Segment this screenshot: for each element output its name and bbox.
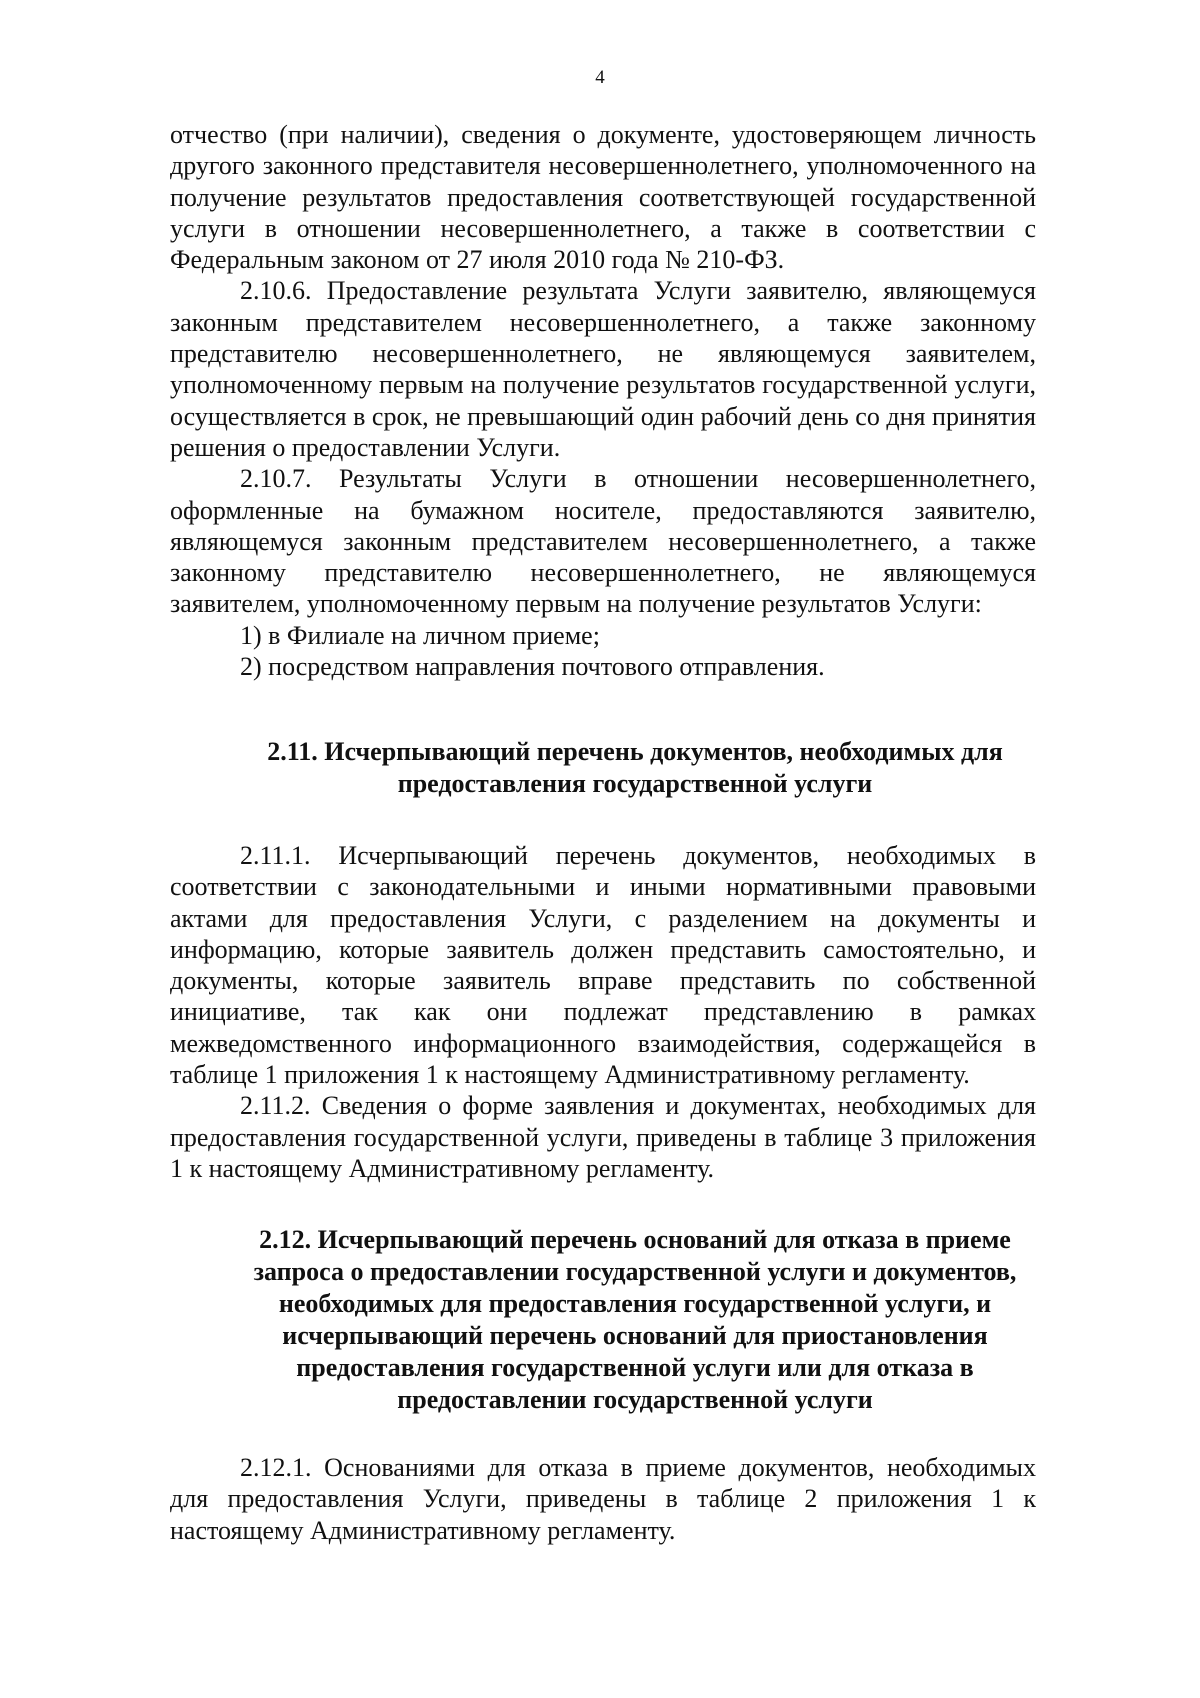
section-heading-2-11 — [170, 736, 1100, 800]
paragraph-2-12-1: 2.12.1. Основаниями для отказа в приеме документов, необходимых для предоставления Услуги, приведены в таблице 2 приложения 1 к настоящему Административному регламенту. — [170, 1453, 1036, 1545]
heading-2-11-line-2: предоставления государственной услуги — [397, 769, 873, 798]
paragraph-2-11-2: 2.11.2. Сведения о форме заявления и документах, необходимых для предоставления государственной услуги, приведены в таблице 3 приложения 1 к настоящему Административному регламенту. — [170, 1091, 1036, 1183]
heading-2-12-line-4: исчерпывающий перечень оснований для приостановления — [282, 1321, 988, 1350]
heading-2-11-line-1: 2.11. Исчерпывающий перечень документов, необходимых для — [267, 737, 1003, 766]
heading-2-12-line-3: необходимых для предоставления государственной услуги, и — [278, 1289, 992, 1318]
section-2-12-body — [170, 1452, 1036, 1546]
list-item-2: 2) посредством направления почтового отправления. — [240, 652, 825, 682]
heading-2-12-line-1: 2.12. Исчерпывающий перечень оснований для отказа в приеме — [259, 1225, 1011, 1254]
heading-2-12-line-6: предоставлении государственной услуги — [397, 1385, 873, 1414]
paragraph-2-11-1: 2.11.1. Исчерпывающий перечень документов, необходимых в соответствии с законодательными и иными нормативными правовыми актами для предоставления Услуги, с разделением на документы и информацию, которые заявитель должен представить самостоятельно, и документы, которые заявитель вправе представить по собственной инициативе, так как они подлежат представлению в рамках межведомственного информационного взаимодействия, содержащейся в таблице 1 приложения 1 к настоящему Административному регламенту. — [170, 841, 1036, 1090]
paragraph-2-10-7: 2.10.7. Результаты Услуги в отношении несовершеннолетнего, оформленные на бумажном носителе, предоставляются заявителю, являющемуся законным представителем несовершеннолетнего, а также законному представителю несовершеннолетнего, не являющемуся заявителем, уполномоченному первым на получение результатов Услуги: — [170, 464, 1036, 619]
section-2-11-body — [170, 840, 1036, 1184]
heading-2-12-line-5: предоставления государственной услуги или для отказа в — [296, 1353, 974, 1382]
heading-2-12-line-2: запроса о предоставлении государственной услуги и документов, — [253, 1257, 1017, 1286]
page-number: 4 — [595, 67, 605, 88]
section-2-10-continuation — [170, 119, 1036, 682]
continuation-paragraph: отчество (при наличии), сведения о документе, удостоверяющем личность другого законного представителя несовершеннолетнего, уполномоченного на получение результатов предоставления соответствующей государственной услуги в отношении несовершеннолетнего, а также в соответствии с Федеральным законом от 27 июля 2010 года № 210-ФЗ. — [170, 120, 1036, 275]
paragraph-2-10-6: 2.10.6. Предоставление результата Услуги заявителю, являющемуся законным представителем несовершеннолетнего, а также законному представителю несовершеннолетнего, не являющемуся заявителем, уполномоченному первым на получение результатов государственной услуги, осуществляется в срок, не превышающий один рабочий день со дня принятия решения о предоставлении Услуги. — [170, 276, 1036, 462]
list-item-1: 1) в Филиале на личном приеме; — [240, 620, 600, 650]
section-heading-2-12 — [170, 1224, 1100, 1416]
